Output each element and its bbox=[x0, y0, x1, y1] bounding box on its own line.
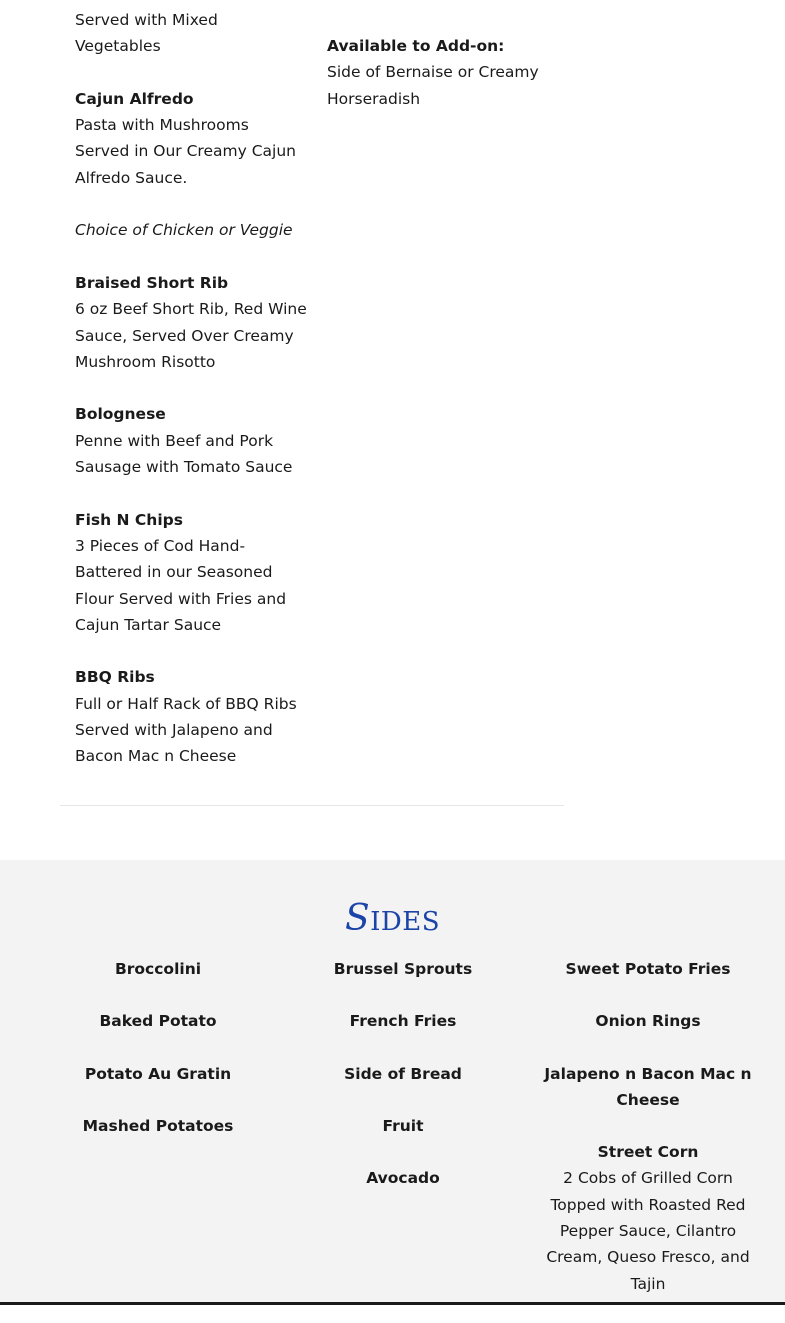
menu-item-note: Choice of Chicken or Veggie bbox=[75, 221, 293, 240]
sides-title-rest: IDES bbox=[370, 907, 441, 937]
side-item: Brussel Sprouts bbox=[333, 960, 473, 978]
menu-item-desc: Full or Half Rack of BBQ Ribs Served with Jalapeno and Bacon Mac n Cheese bbox=[75, 694, 297, 766]
menu-item-fish-n-chips bbox=[75, 507, 307, 638]
sides-title bbox=[0, 898, 785, 939]
sides-column-3 bbox=[528, 956, 768, 1323]
side-item: Jalapeno n Bacon Mac n Cheese bbox=[544, 1064, 752, 1109]
section-divider bbox=[60, 805, 564, 806]
side-item-name: Street Corn bbox=[597, 1143, 699, 1162]
sides-column-1 bbox=[38, 956, 278, 1165]
side-item: Avocado bbox=[366, 1169, 440, 1188]
menu-item-desc: Penne with Beef and Pork Sausage with Tomato Sauce bbox=[75, 431, 293, 477]
side-item-desc: 2 Cobs of Grilled Corn Topped with Roasted Red Pepper Sauce, Cilantro Cream, Queso Fresco, and Tajin bbox=[546, 1169, 750, 1293]
menu-item-desc: Pasta with Mushrooms Served in Our Creamy Cajun Alfredo Sauce. bbox=[75, 116, 296, 187]
addon-label: Available to Add-on: bbox=[327, 37, 505, 55]
side-item: Potato Au Gratin bbox=[84, 1064, 232, 1083]
side-item: Mashed Potatoes bbox=[82, 1116, 234, 1135]
side-item: Broccolini bbox=[114, 960, 202, 978]
menu-item-desc: 6 oz Beef Short Rib, Red Wine Sauce, Served Over Creamy Mushroom Risotto bbox=[75, 300, 307, 371]
menu-item-bolognese bbox=[75, 401, 307, 480]
menu-item-bbq-ribs bbox=[75, 664, 307, 769]
addon-block bbox=[327, 0, 559, 112]
sides-title-initial: S bbox=[344, 898, 371, 939]
side-item: French Fries bbox=[349, 1012, 457, 1031]
menu-item-braised-short-rib bbox=[75, 270, 307, 375]
addon-text: Side of Bernaise or Creamy Horseradish bbox=[327, 63, 539, 108]
side-item: Fruit bbox=[382, 1116, 424, 1135]
side-item: Baked Potato bbox=[99, 1012, 217, 1031]
menu-item-name: BBQ Ribs bbox=[75, 668, 155, 687]
side-item-street-corn bbox=[528, 1139, 768, 1297]
menu-item-name: Cajun Alfredo bbox=[75, 89, 194, 108]
menu-item-name: Braised Short Rib bbox=[75, 273, 229, 292]
menu-item-desc: 3 Pieces of Cod Hand-Battered in our Seasoned Flour Served with Fries and Cajun Tartar Sauce bbox=[75, 536, 287, 634]
side-item: Side of Bread bbox=[344, 1064, 462, 1083]
side-item: Sweet Potato Fries bbox=[565, 960, 731, 978]
menu-item-name: Bolognese bbox=[75, 405, 166, 424]
entrees-left-column bbox=[75, 0, 307, 796]
menu-item-name: Fish N Chips bbox=[75, 510, 183, 529]
entrees-right-column bbox=[327, 0, 559, 138]
sides-section bbox=[0, 860, 785, 1305]
menu-item-desc: Served with Mixed Vegetables bbox=[75, 11, 218, 56]
side-item: Onion Rings bbox=[595, 1012, 701, 1031]
sides-column-2 bbox=[283, 956, 523, 1217]
menu-item-cajun-alfredo bbox=[75, 86, 307, 191]
menu-item-cut-off bbox=[75, 0, 307, 60]
